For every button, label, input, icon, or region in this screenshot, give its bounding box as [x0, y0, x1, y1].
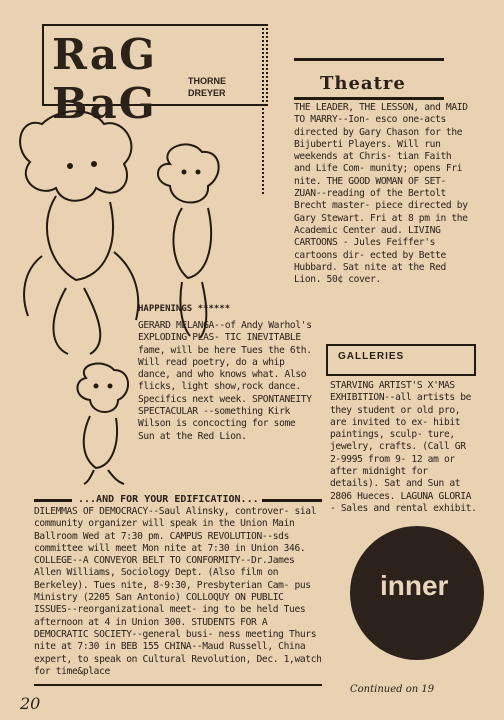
masthead: [42, 24, 268, 128]
inner-badge-text: inner: [380, 570, 449, 601]
galleries-text: STARVING ARTIST'S X'MAS EXHIBITION--all artists be they student or old pro, are invited to ex- hibit paintings, sculp- ture, jewelry, crafts. (Call GR 2-9995 from 9- 12 am or after midnight for details). Sat and Sun at 2806 Hueces. LAGUNA GLORIA - Sales and rental exhibit.: [330, 380, 477, 514]
page-number: 20: [20, 694, 41, 713]
edification-text: DILEMMAS OF DEMOCRACY--Saul Alinsky, controver- sial community organizer will speak in the Union Main Ballroom Wed at 7:30 pm. CAMPUS REVOLUTION--sds committee will meet Mon nite at 7:30 in Union 346. COLLEGE--A CONVEYOR BELT TO CONFORMITY--Dr.James Allen Williams, Sociology Dept. (Also film on Berkeley). Tues nite, 8-9:30, Presbyterian Cam- pus Ministry (2205 San Antonio) COLLOQUY ON PUBLIC ISSUES--reorganizational meet- ing to be held Tues afternoon at 4 in Union 300. STUDENTS FOR A DEMOCRATIC SOCIETY--general busi- ness meeting Thurs nite at 7:30 in BEB 155 CHINA--Maud Russell, China expert, to speak on Cultural Revolution, Dec. 1,watch for time&place: [34, 506, 322, 677]
vertical-dotted-divider: [262, 24, 270, 194]
theatre-text: THE LEADER, THE LESSON, and MAID TO MARRY--Ion- esco one-acts directed by Gary Chason for the Bijuberti Players. Will run weekends at Chris- tian Faith and Life Com- munity; opens Fri nite. THE GOOD WOMAN OF SET- ZUAN--reading of the Bertolt Brecht master- piece directed by Gary Stewart. Fri at 8 pm in the Academic Center aud. LIVING CARTOONS - Jules Feiffer's cartoons dir- ected by Bette Hubbard. Sat nite at the Red Lion. 50¢ cover.: [294, 102, 468, 286]
theatre-header: [294, 58, 444, 100]
ink-sketch-standing-figure: [70, 360, 142, 486]
inner-badge: [350, 526, 484, 660]
galleries-header: [326, 344, 476, 376]
edification-rule-left: [34, 499, 72, 502]
bottom-rule: [34, 684, 322, 686]
byline-first-name: THORNE: [188, 76, 226, 86]
happenings-heading: HAPPENINGS ******: [138, 304, 231, 314]
continued-note: Continued on 19: [350, 684, 435, 695]
edification-heading: ...AND FOR YOUR EDIFICATION...: [78, 494, 259, 505]
theatre-label: Theatre: [320, 73, 406, 94]
edification-rule-right: [262, 499, 322, 502]
masthead-title: RaG BaG: [52, 30, 157, 128]
happenings-text: GERARD MELANGA--of Andy Warhol's EXPLODING PLAS- TIC INEVITABLE fame, will be here Tues the 6th. Will read poetry, do a whip dance, and who knows what. Also flicks, light show,rock dance. Specifics next week. SPONTANEITY SPECTACULAR --something Kirk Wilson is concocting for some Sun at the Red Lion.: [138, 320, 312, 442]
byline-last-name: DREYER: [188, 88, 226, 98]
galleries-label: GALLERIES: [338, 351, 405, 362]
